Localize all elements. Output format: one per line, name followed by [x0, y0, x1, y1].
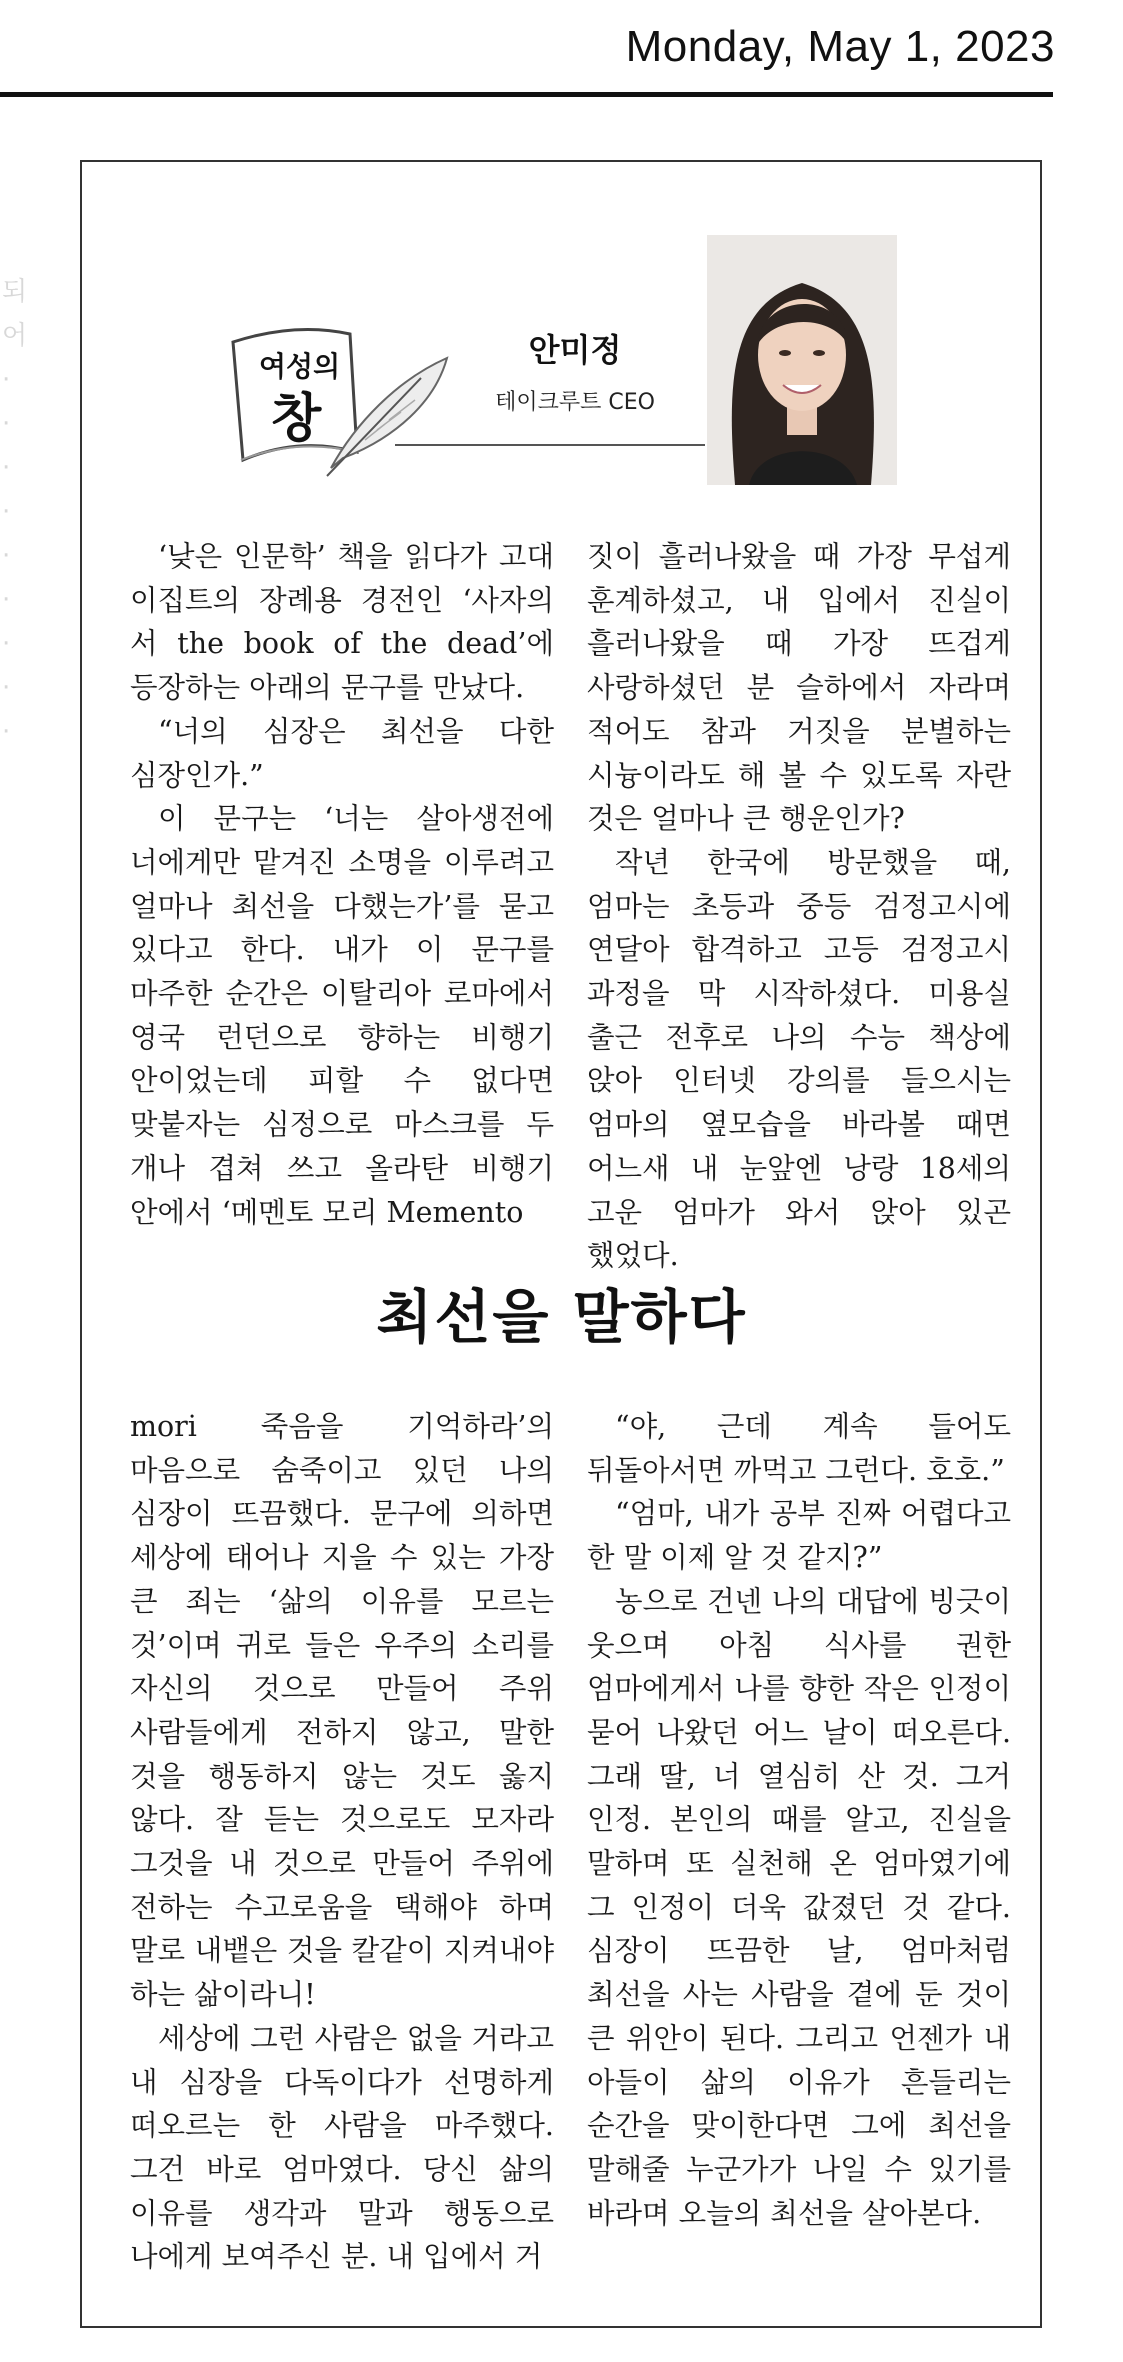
- paragraph: 세상에 그런 사람은 없을 거라고 내 심장을 다독이다가 선명하게 떠오르는 한 사람을 마주했다. 그건 바로 엄마였다. 당신 삶의 이유를 생각과 말과 행동으로 나에게 보여주신 분. 내 입에서 거: [130, 2021, 554, 2274]
- author-name: 안미정: [528, 331, 622, 369]
- author-photo: [707, 235, 897, 485]
- body-column-3: [130, 1405, 554, 2279]
- author-title: 테이크루트 CEO: [495, 390, 655, 415]
- paragraph: “야, 근데 계속 들어도 뒤돌아서면 까먹고 그런다. 호호.”: [587, 1410, 1011, 1487]
- adjacent-page-bleed: 되 어 · · · · · · · · ·: [2, 277, 28, 747]
- body-column-1: [130, 535, 554, 1234]
- header-rule: [0, 92, 1053, 97]
- body-column-4: [587, 1405, 1011, 2235]
- paragraph: “엄마, 내가 공부 진짜 어렵다고 한 말 이제 알 것 같지?”: [587, 1497, 1011, 1575]
- logo-line2: 창: [271, 389, 322, 449]
- column-logo: [225, 320, 455, 494]
- paragraph: 농으로 건넨 나의 대답에 빙긋이 웃으며 아침 식사를 권한 엄마에게서 나를 향한 작은 인정이 묻어 나왔던 어느 날이 떠오른다. 그래 딸, 너 열심히 산 것. 그거 인정. 본인의 때를 알고, 진실을 말하며 또 실천해 온 엄마였기에 그 인정이 더욱 값졌던 것 같다. 심장이 뜨끔한 날, 엄마처럼 최선을 사는 사람을 곁에 둔 것이 큰 위안이 된다. 그리고 언젠가 내 아들이 삶의 이유가 흔들리는 순간을 맞이한다면 그에 최선을 말해줄 누군가가 나일 수 있기를 바라며 오늘의 최선을 살아본다.: [587, 1584, 1011, 2230]
- paragraph: ‘낮은 인문학’ 책을 읽다가 고대 이집트의 장례용 경전인 ‘사자의 서 the book of the dead’에 등장하는 아래의 문구를 만났다.: [130, 540, 554, 705]
- body-column-2: [587, 535, 1011, 1278]
- paragraph: 짓이 흘러나왔을 때 가장 무섭게 훈계하셨고, 내 입에서 진실이 흘러나왔을 때 가장 뜨겁게 사랑하셨던 분 슬하에서 자라며 적어도 참과 거짓을 분별하는 시늉이라도 해 볼 수 있도록 자란 것은 얼마나 큰 행운인가?: [587, 540, 1011, 836]
- byline: [470, 325, 680, 416]
- quill-pen-icon: [225, 320, 455, 490]
- paragraph: 작년 한국에 방문했을 때, 엄마는 초등과 중등 검정고시에 연달아 합격하고 고등 검정고시 과정을 막 시작하셨다. 미용실 출근 전후로 나의 수능 책상에 앉아 인터넷 강의를 들으시는 엄마의 옆모습을 바라볼 때면 어느새 내 눈앞엔 낭랑 18세의 고운 엄마가 와서 앉아 있곤 했었다.: [587, 845, 1011, 1273]
- paragraph: mori 죽음을 기억하라’의 마음으로 숨죽이고 있던 나의 심장이 뜨끔했다. 문구에 의하면 세상에 태어나 지을 수 있는 가장 큰 죄는 ‘삶의 이유를 모르는 것’이며 귀로 들은 우주의 소리를 자신의 것으로 만들어 주위 사람들에게 전하지 않고, 말한 것을 행동하지 않는 것도 옳지 않다. 잘 듣는 것으로도 모자라 그것을 내 것으로 만들어 주위에 전하는 수고로움을 택해야 하며 말로 내뱉은 것을 칼같이 지켜내야 하는 삶이라니!: [130, 1410, 554, 2012]
- byline-rule: [395, 444, 705, 446]
- headline: 최선을 말하다: [376, 1283, 747, 1351]
- paragraph: 이 문구는 ‘너는 살아생전에 너에게만 맡겨진 소명을 이루려고 얼마나 최선을 다했는가’를 묻고 있다고 한다. 내가 이 문구를 마주한 순간은 이탈리아 로마에서 영국 런던으로 향하는 비행기 안이었는데 피할 수 없다면 맞붙자는 심정으로 마스크를 두 개나 겹쳐 쓰고 올라탄 비행기 안에서 ‘메멘토 모리 Memento: [130, 802, 554, 1229]
- logo-line1: 여성의: [259, 350, 341, 383]
- paragraph: “너의 심장은 최선을 다한 심장인가.”: [130, 714, 554, 792]
- page-date: Monday, May 1, 2023: [625, 22, 1055, 71]
